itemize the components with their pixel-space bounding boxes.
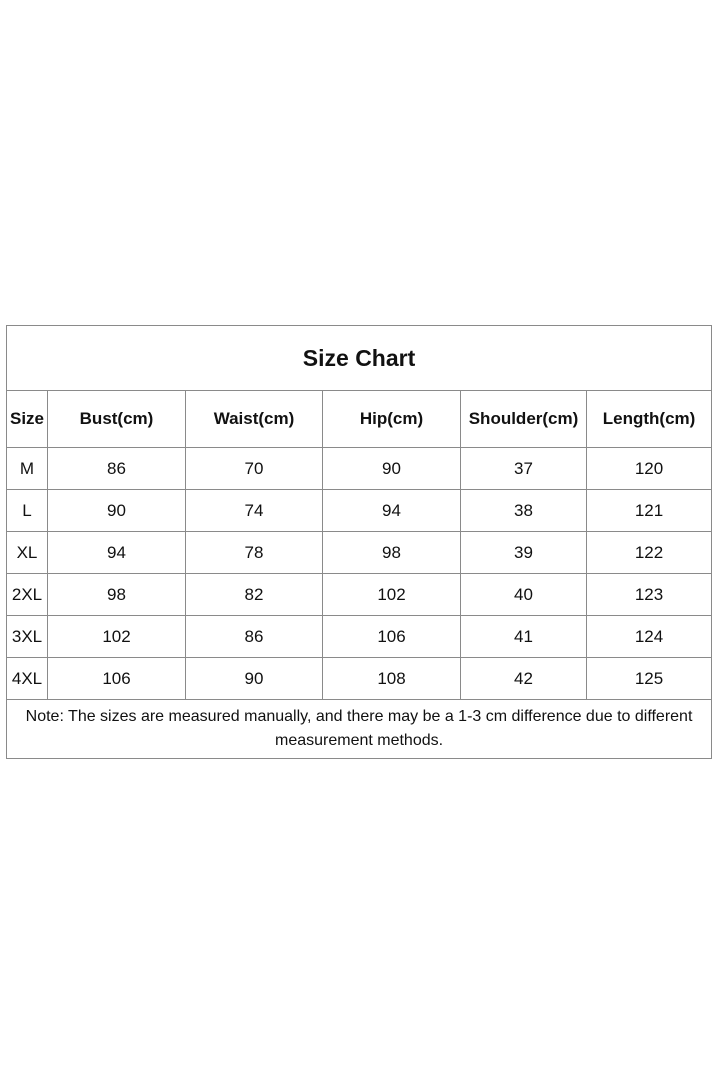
size-cell: M	[7, 448, 48, 490]
note-row	[7, 700, 712, 759]
bust-cell: 86	[48, 448, 186, 490]
waist-cell: 90	[186, 658, 323, 700]
table-row	[7, 574, 712, 616]
column-header-size: Size	[7, 391, 48, 448]
header-row	[7, 391, 712, 448]
size-cell: 2XL	[7, 574, 48, 616]
shoulder-cell: 39	[461, 532, 587, 574]
size-cell: 3XL	[7, 616, 48, 658]
hip-cell: 98	[323, 532, 461, 574]
waist-cell: 82	[186, 574, 323, 616]
waist-cell: 86	[186, 616, 323, 658]
table-row	[7, 490, 712, 532]
bust-cell: 98	[48, 574, 186, 616]
hip-cell: 94	[323, 490, 461, 532]
table-row	[7, 616, 712, 658]
shoulder-cell: 41	[461, 616, 587, 658]
hip-cell: 106	[323, 616, 461, 658]
hip-cell: 108	[323, 658, 461, 700]
size-chart-table	[6, 325, 712, 759]
length-cell: 123	[587, 574, 712, 616]
shoulder-cell: 42	[461, 658, 587, 700]
bust-cell: 94	[48, 532, 186, 574]
length-cell: 120	[587, 448, 712, 490]
shoulder-cell: 37	[461, 448, 587, 490]
bust-cell: 106	[48, 658, 186, 700]
shoulder-cell: 40	[461, 574, 587, 616]
waist-cell: 78	[186, 532, 323, 574]
table-row	[7, 532, 712, 574]
length-cell: 122	[587, 532, 712, 574]
bust-cell: 90	[48, 490, 186, 532]
length-cell: 125	[587, 658, 712, 700]
waist-cell: 70	[186, 448, 323, 490]
length-cell: 124	[587, 616, 712, 658]
table-row	[7, 448, 712, 490]
size-cell: L	[7, 490, 48, 532]
waist-cell: 74	[186, 490, 323, 532]
table-row	[7, 658, 712, 700]
shoulder-cell: 38	[461, 490, 587, 532]
column-header-bust: Bust(cm)	[48, 391, 186, 448]
hip-cell: 90	[323, 448, 461, 490]
chart-title: Size Chart	[7, 326, 712, 391]
measurement-note: Note: The sizes are measured manually, and there may be a 1-3 cm difference due to different measurement methods.	[7, 700, 712, 759]
title-row	[7, 326, 712, 391]
bust-cell: 102	[48, 616, 186, 658]
column-header-hip: Hip(cm)	[323, 391, 461, 448]
size-cell: XL	[7, 532, 48, 574]
column-header-waist: Waist(cm)	[186, 391, 323, 448]
column-header-shoulder: Shoulder(cm)	[461, 391, 587, 448]
length-cell: 121	[587, 490, 712, 532]
hip-cell: 102	[323, 574, 461, 616]
column-header-length: Length(cm)	[587, 391, 712, 448]
size-cell: 4XL	[7, 658, 48, 700]
